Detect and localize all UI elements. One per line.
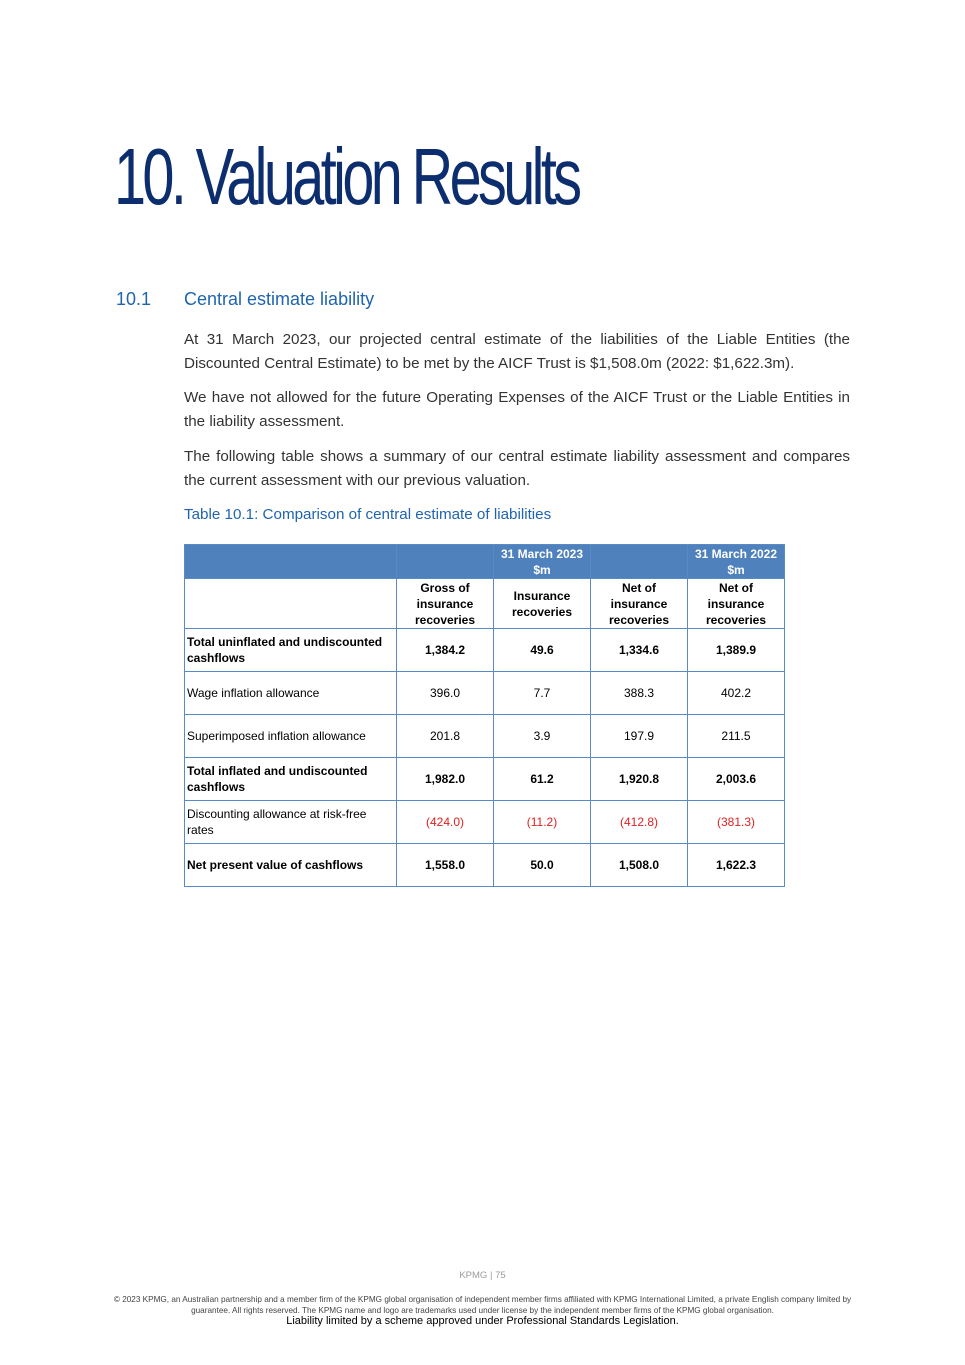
table-cell: 1,982.0 [397,758,494,801]
table-cell: 1,558.0 [397,844,494,887]
table-row [185,672,785,715]
table-header-row [185,545,785,579]
table-cell: 1,920.8 [591,758,688,801]
header-blank-cell [397,545,494,579]
table-cell-negative: (11.2) [494,801,591,844]
table-cell-negative: (424.0) [397,801,494,844]
header-period-2022 [688,545,785,579]
section-title: Central estimate liability [184,289,375,309]
table-cell: 7.7 [494,672,591,715]
table-column-header-row [185,579,785,629]
column-header: Net of insurance recoveries [591,579,688,629]
footer-liability-notice: Liability limited by a scheme approved under Professional Standards Legislation. [286,1315,679,1327]
paragraph: The following table shows a summary of our central estimate liability assessment and compares the current assessment with our previous valuation. [184,448,850,489]
column-header: Insurance recoveries [494,579,591,629]
chapter-title: 10. Valuation Results [114,132,579,221]
unit-2023-label: $m [533,562,551,577]
row-label: Net present value of cashflows [185,844,397,887]
paragraph: We have not allowed for the future Operating Expenses of the AICF Trust or the Liable Entities in the liability assessment. [184,389,850,430]
period-2022-label: 31 March 2022 [694,546,778,561]
table-cell: 211.5 [688,715,785,758]
table-cell: 396.0 [397,672,494,715]
table-caption: Table 10.1: Comparison of central estimate of liabilities [184,506,552,523]
table-row [185,844,785,887]
section-heading [116,287,374,311]
table-cell: 1,622.3 [688,844,785,887]
table-cell: 2,003.6 [688,758,785,801]
table-cell: 1,508.0 [591,844,688,887]
column-header: Gross of insurance recoveries [397,579,494,629]
row-label: Superimposed inflation allowance [185,715,397,758]
column-header-blank [185,579,397,629]
row-label: Total uninflated and undiscounted cashflows [185,629,397,672]
table-cell-negative: (412.8) [591,801,688,844]
table-cell: 201.8 [397,715,494,758]
table-cell: 3.9 [494,715,591,758]
table-cell: 50.0 [494,844,591,887]
paragraph: At 31 March 2023, our projected central estimate of the liabilities of the Liable Entities (the Discounted Central Estimate) to be met by the AICF Trust is $1,508.0m (2022: $1,622.3m). [184,331,850,372]
table-cell: 1,384.2 [397,629,494,672]
row-label: Discounting allowance at risk-free rates [185,801,397,844]
liability-table [184,544,785,887]
table-cell: 1,389.9 [688,629,785,672]
table-row [185,801,785,844]
row-label: Wage inflation allowance [185,672,397,715]
footer-legal-notice: © 2023 KPMG, an Australian partnership and a member firm of the KPMG global organisation of independent member firms affiliated with KPMG International Limited, a private English company limited by guarantee. All rights reserved. The KPMG name and logo are trademarks used under license by the independent member firms of the KPMG global organisation. [113,1295,852,1315]
table-cell: 402.2 [688,672,785,715]
unit-2022-label: $m [727,562,745,577]
table-row [185,758,785,801]
column-header: Net of insurance recoveries [688,579,785,629]
header-blank-cell [591,545,688,579]
table-cell: 197.9 [591,715,688,758]
section-number: 10.1 [116,289,152,309]
table-cell: 49.6 [494,629,591,672]
row-label: Total inflated and undiscounted cashflows [185,758,397,801]
table-row [185,629,785,672]
table-cell: 388.3 [591,672,688,715]
period-2023-label: 31 March 2023 [500,546,584,561]
page-number: KPMG | 75 [459,1270,506,1281]
table-cell: 1,334.6 [591,629,688,672]
table-cell: 61.2 [494,758,591,801]
table-cell-negative: (381.3) [688,801,785,844]
header-period-2023 [494,545,591,579]
table-row [185,715,785,758]
header-blank-cell [185,545,397,579]
